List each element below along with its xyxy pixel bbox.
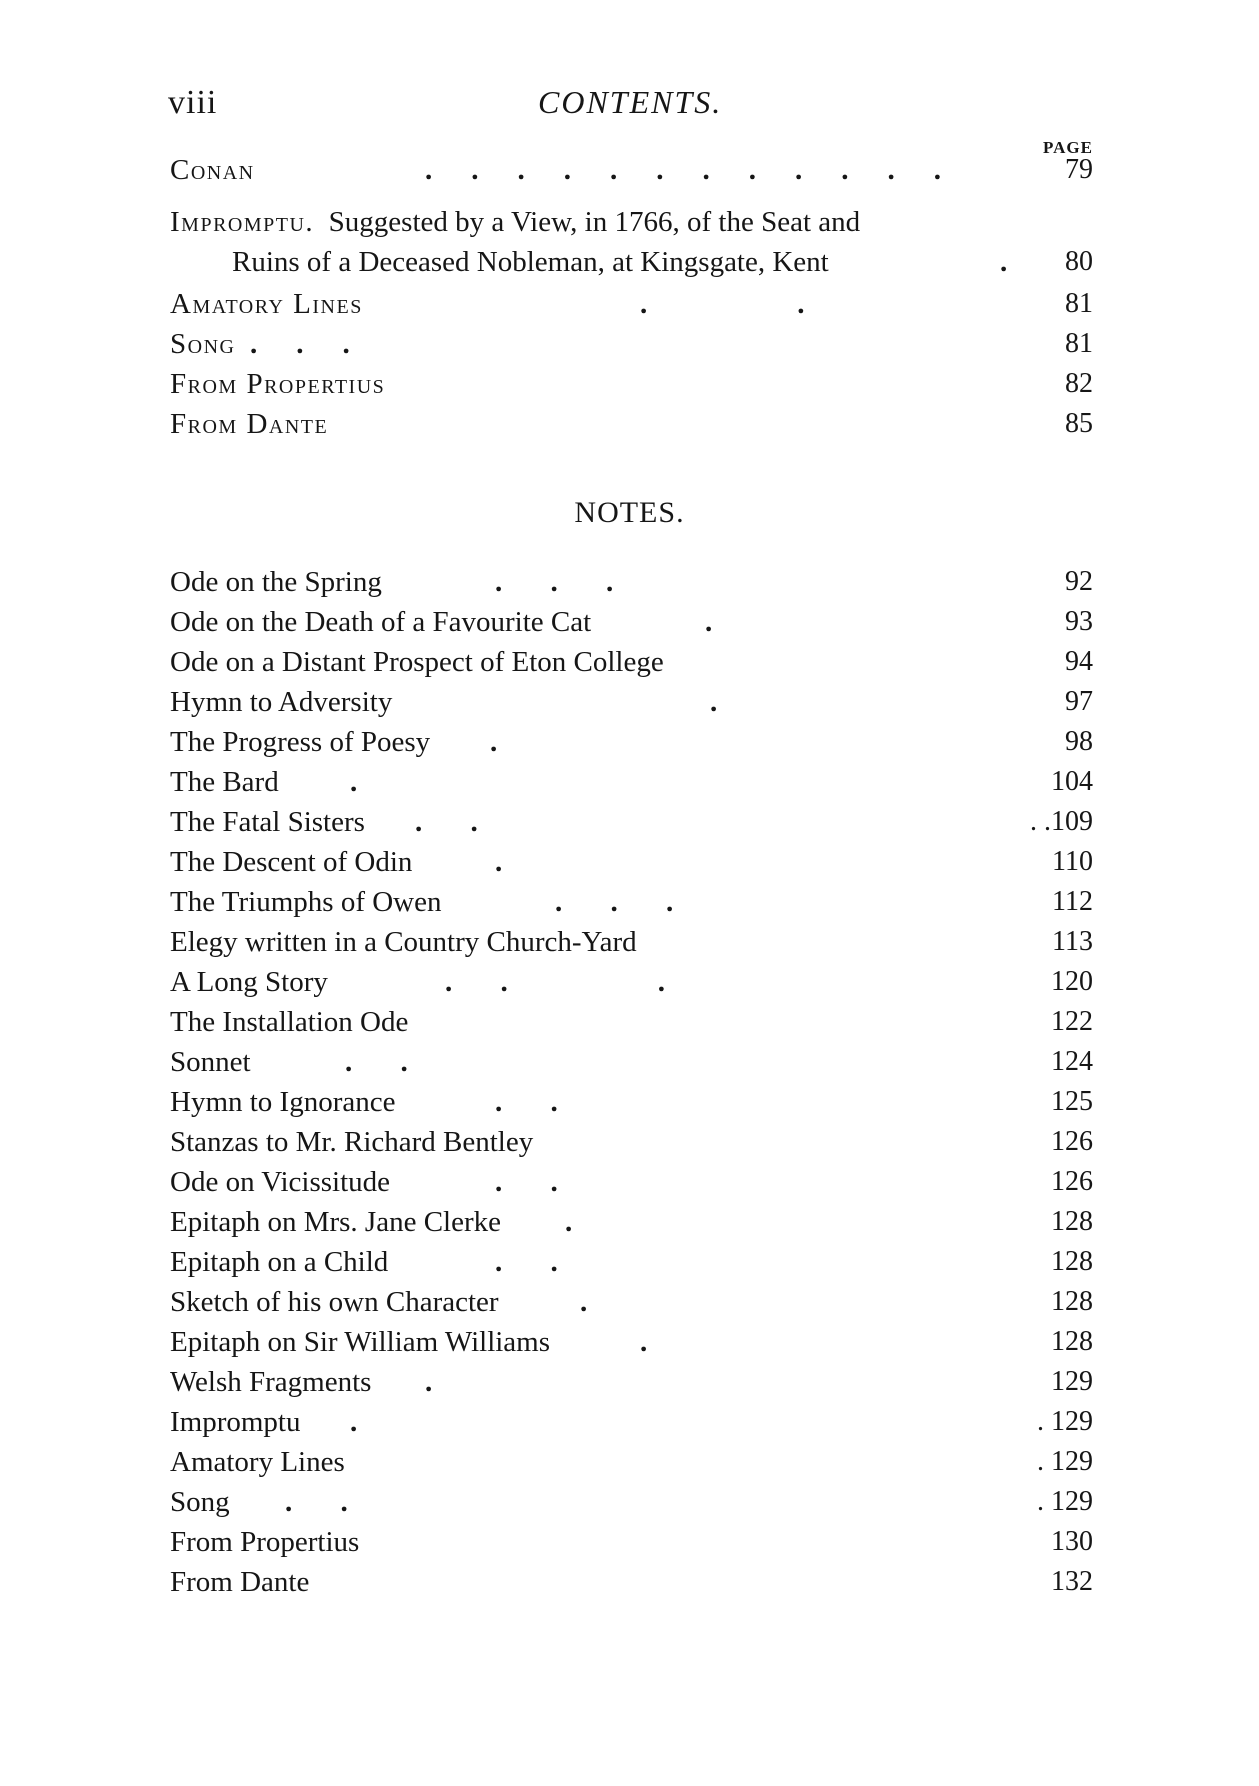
entry-title: Elegy written in a Country Church-Yard — [170, 926, 637, 958]
notes-entry — [170, 882, 1093, 922]
entry-title: Ode on the Death of a Favourite Cat — [170, 606, 592, 638]
entry-page: 124 — [1051, 1046, 1093, 1077]
contents-entry — [170, 284, 1093, 324]
entry-title: From Propertius — [170, 1526, 360, 1558]
entry-title: Impromptu. — [170, 206, 315, 238]
entry-title: From Propertius — [170, 368, 386, 400]
notes-entry — [170, 562, 1093, 602]
entry-title: Stanzas to Mr. Richard Bentley — [170, 1126, 534, 1158]
entry-title: Welsh Fragments — [170, 1366, 372, 1398]
contents-entry — [170, 150, 1093, 190]
contents-entry — [170, 404, 1093, 444]
entry-page: 132 — [1051, 1566, 1093, 1597]
entry-title: Amatory Lines — [170, 288, 363, 320]
notes-entry — [170, 1562, 1093, 1602]
entry-page: . .109 — [1030, 806, 1093, 837]
dot-leaders: . . — [640, 288, 807, 320]
dot-leaders: . — [710, 686, 720, 718]
notes-entry — [170, 922, 1093, 962]
notes-entry — [170, 802, 1093, 842]
notes-entry — [170, 1522, 1093, 1562]
dot-leaders: . . — [495, 1086, 560, 1118]
entry-title: The Descent of Odin — [170, 846, 413, 878]
entry-title: Hymn to Adversity — [170, 686, 393, 718]
dot-leaders: . — [490, 726, 500, 758]
dot-leaders: . — [425, 1366, 435, 1398]
notes-entry — [170, 722, 1093, 762]
entry-title: Epitaph on Mrs. Jane Clerke — [170, 1206, 502, 1238]
notes-entry — [170, 1322, 1093, 1362]
notes-entry — [170, 842, 1093, 882]
notes-entry — [170, 1362, 1093, 1402]
dot-leaders: . . . — [250, 328, 352, 360]
dot-leaders: . . . — [495, 566, 616, 598]
entry-page: . 129 — [1037, 1446, 1093, 1477]
entry-title: Ode on Vicissitude — [170, 1166, 391, 1198]
entry-page: 130 — [1051, 1526, 1093, 1557]
dot-leaders: . . — [345, 1046, 410, 1078]
entry-title: Epitaph on a Child — [170, 1246, 389, 1278]
notes-entry — [170, 682, 1093, 722]
entry-page: 122 — [1051, 1006, 1093, 1037]
entry-title: The Installation Ode — [170, 1006, 409, 1038]
notes-entry — [170, 1482, 1093, 1522]
notes-entry — [170, 1442, 1093, 1482]
notes-entry — [170, 1242, 1093, 1282]
entry-title: Amatory Lines — [170, 1446, 345, 1478]
notes-entry — [170, 1082, 1093, 1122]
notes-entry — [170, 1202, 1093, 1242]
page-header — [168, 84, 1093, 128]
notes-entry — [170, 1002, 1093, 1042]
entry-page: 125 — [1051, 1086, 1093, 1117]
entry-page: 80 — [1065, 246, 1093, 277]
entry-title: A Long Story — [170, 966, 328, 998]
entry-page: 81 — [1065, 328, 1093, 359]
notes-entry — [170, 1122, 1093, 1162]
entry-page: 98 — [1065, 726, 1093, 757]
entry-title-continuation: Ruins of a Deceased Nobleman, at Kingsgate, Kent — [232, 246, 829, 278]
entry-page: 126 — [1051, 1126, 1093, 1157]
dot-leaders: . — [640, 1326, 650, 1358]
entry-page: 126 — [1051, 1166, 1093, 1197]
dot-leaders: . . — [415, 806, 480, 838]
entry-title: Song — [170, 328, 236, 360]
entry-title: Impromptu — [170, 1406, 301, 1438]
entry-title: Song — [170, 1486, 230, 1518]
entry-title-rest: Suggested by a View, in 1766, of the Seat and — [328, 206, 861, 238]
dot-leaders: . . . — [445, 966, 667, 998]
entry-page: 82 — [1065, 368, 1093, 399]
dot-leaders: . — [580, 1286, 590, 1318]
notes-entry — [170, 1162, 1093, 1202]
entry-page: 110 — [1052, 846, 1093, 877]
page-number: viii — [168, 84, 218, 121]
entry-page: 112 — [1052, 886, 1093, 917]
entry-page: 120 — [1051, 966, 1093, 997]
entry-page: 79 — [1065, 154, 1093, 185]
entry-title: From Dante — [170, 1566, 310, 1598]
entry-title: Sketch of his own Character — [170, 1286, 499, 1318]
entry-page: . 129 — [1037, 1406, 1093, 1437]
contents-entry — [170, 364, 1093, 404]
dot-leaders: . — [350, 766, 360, 798]
entry-page: 104 — [1051, 766, 1093, 797]
entry-title: Conan — [170, 154, 255, 186]
entry-page: 92 — [1065, 566, 1093, 597]
entry-title-line — [170, 202, 860, 242]
dot-leaders: . . — [285, 1486, 350, 1518]
notes-entry — [170, 762, 1093, 802]
entry-page: 128 — [1051, 1286, 1093, 1317]
notes-entry — [170, 602, 1093, 642]
dot-leaders: . — [705, 606, 715, 638]
entry-title: Hymn to Ignorance — [170, 1086, 396, 1118]
dot-leaders: . . — [495, 1166, 560, 1198]
entry-page: . 129 — [1037, 1486, 1093, 1517]
notes-entry — [170, 642, 1093, 682]
notes-entry — [170, 1402, 1093, 1442]
entry-title: Ode on the Spring — [170, 566, 382, 598]
notes-entry — [170, 962, 1093, 1002]
entry-page: 81 — [1065, 288, 1093, 319]
notes-entry — [170, 1282, 1093, 1322]
notes-entry — [170, 1042, 1093, 1082]
entry-page: 93 — [1065, 606, 1093, 637]
notes-heading: NOTES. — [574, 496, 685, 529]
entry-title: The Progress of Poesy — [170, 726, 431, 758]
entry-page: 128 — [1051, 1206, 1093, 1237]
entry-title: From Dante — [170, 408, 329, 440]
dot-leaders: . . — [495, 1246, 560, 1278]
dot-leaders: . . . . . . . . . . . . — [425, 154, 943, 186]
entry-page: 128 — [1051, 1326, 1093, 1357]
entry-title: The Fatal Sisters — [170, 806, 365, 838]
dot-leaders: . — [495, 846, 505, 878]
entry-title: Ode on a Distant Prospect of Eton College — [170, 646, 664, 678]
dot-leaders: . — [565, 1206, 575, 1238]
contents-entry — [170, 324, 1093, 364]
page-column-label: PAGE — [1043, 138, 1093, 157]
entry-title: Epitaph on Sir William Williams — [170, 1326, 551, 1358]
entry-title: The Bard — [170, 766, 279, 798]
entry-title: Sonnet — [170, 1046, 251, 1078]
entry-title: The Triumphs of Owen — [170, 886, 442, 918]
entry-page: 128 — [1051, 1246, 1093, 1277]
contents-entry — [170, 202, 1093, 242]
entry-page: 113 — [1052, 926, 1093, 957]
entry-page: 129 — [1051, 1366, 1093, 1397]
running-title: CONTENTS. — [538, 84, 723, 120]
contents-entry-continuation — [170, 242, 1093, 282]
entry-page: 85 — [1065, 408, 1093, 439]
dot-leaders: . — [1000, 246, 1010, 278]
dot-leaders: . — [350, 1406, 360, 1438]
dot-leaders: . . . — [555, 886, 676, 918]
entry-page: 94 — [1065, 646, 1093, 677]
entry-page: 97 — [1065, 686, 1093, 717]
